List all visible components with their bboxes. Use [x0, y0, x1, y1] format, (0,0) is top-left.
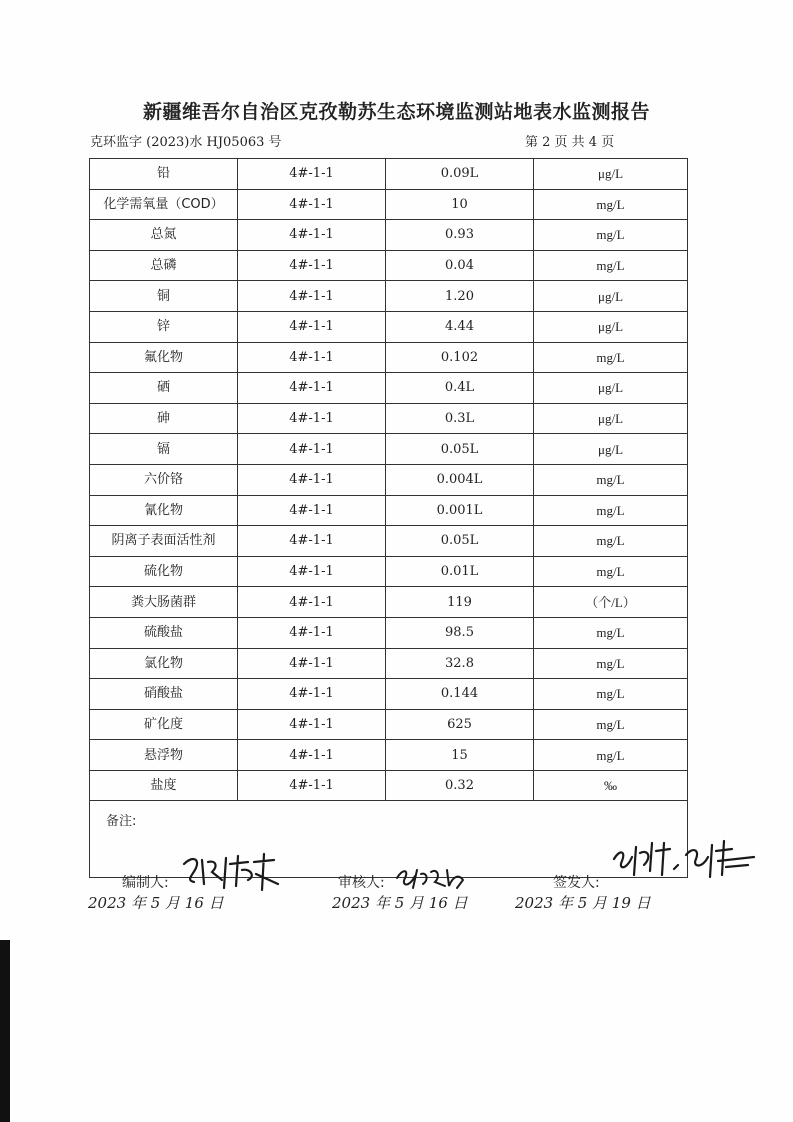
item-cell: 总氮 [90, 220, 238, 251]
document-number: 克环监字 (2023)水 HJ05063 号 [90, 135, 282, 150]
table-row [90, 679, 688, 710]
sample-id-cell: 4#-1-1 [238, 648, 386, 679]
table-row [90, 403, 688, 434]
table-row [90, 434, 688, 465]
table-row [90, 464, 688, 495]
value-cell: 625 [386, 709, 534, 740]
table-row [90, 709, 688, 740]
unit-cell: mg/L [534, 648, 688, 679]
value-cell: 0.144 [386, 679, 534, 710]
sample-id-cell: 4#-1-1 [238, 189, 386, 220]
item-cell: 砷 [90, 403, 238, 434]
item-cell: 铅 [90, 159, 238, 190]
unit-cell: mg/L [534, 189, 688, 220]
reviewer-label: 审核人: [338, 875, 385, 891]
table-row [90, 373, 688, 404]
sample-id-cell: 4#-1-1 [238, 403, 386, 434]
item-cell: 六价铬 [90, 464, 238, 495]
unit-cell: μg/L [534, 281, 688, 312]
sample-id-cell: 4#-1-1 [238, 740, 386, 771]
sample-id-cell: 4#-1-1 [238, 464, 386, 495]
item-cell: 阴离子表面活性剂 [90, 526, 238, 557]
report-title: 新疆维吾尔自治区克孜勒苏生态环境监测站地表水监测报告 [142, 101, 650, 123]
item-cell: 矿化度 [90, 709, 238, 740]
sample-id-cell: 4#-1-1 [238, 434, 386, 465]
table-row [90, 587, 688, 618]
table-row [90, 159, 688, 190]
unit-cell: mg/L [534, 679, 688, 710]
unit-cell: μg/L [534, 403, 688, 434]
item-cell: 悬浮物 [90, 740, 238, 771]
compiler-label: 编制人: [122, 875, 169, 891]
value-cell: 0.102 [386, 342, 534, 373]
unit-cell: mg/L [534, 526, 688, 557]
item-cell: 硒 [90, 373, 238, 404]
table-row [90, 342, 688, 373]
table-row [90, 770, 688, 801]
unit-cell: mg/L [534, 556, 688, 587]
value-cell: 119 [386, 587, 534, 618]
sample-id-cell: 4#-1-1 [238, 495, 386, 526]
table-row [90, 556, 688, 587]
table-row [90, 311, 688, 342]
value-cell: 4.44 [386, 311, 534, 342]
sample-id-cell: 4#-1-1 [238, 159, 386, 190]
value-cell: 0.004L [386, 464, 534, 495]
item-cell: 硫酸盐 [90, 617, 238, 648]
reviewer-signature [393, 862, 473, 892]
results-table [89, 158, 688, 878]
value-cell: 98.5 [386, 617, 534, 648]
value-cell: 0.05L [386, 434, 534, 465]
item-cell: 粪大肠菌群 [90, 587, 238, 618]
unit-cell: ‰ [534, 770, 688, 801]
unit-cell: （个/L） [534, 587, 688, 618]
sample-id-cell: 4#-1-1 [238, 526, 386, 557]
table-row [90, 740, 688, 771]
unit-cell: μg/L [534, 434, 688, 465]
item-cell: 锌 [90, 311, 238, 342]
compiler-signature [178, 850, 288, 894]
unit-cell: μg/L [534, 159, 688, 190]
sample-id-cell: 4#-1-1 [238, 373, 386, 404]
table-row [90, 281, 688, 312]
unit-cell: mg/L [534, 464, 688, 495]
unit-cell: mg/L [534, 740, 688, 771]
sample-id-cell: 4#-1-1 [238, 770, 386, 801]
value-cell: 0.01L [386, 556, 534, 587]
table-row [90, 189, 688, 220]
value-cell: 32.8 [386, 648, 534, 679]
remarks-label: 备注: [90, 801, 688, 878]
table-row [90, 526, 688, 557]
value-cell: 0.4L [386, 373, 534, 404]
sample-id-cell: 4#-1-1 [238, 709, 386, 740]
value-cell: 0.93 [386, 220, 534, 251]
issuer-label: 签发人: [553, 875, 600, 891]
item-cell: 硝酸盐 [90, 679, 238, 710]
item-cell: 镉 [90, 434, 238, 465]
item-cell: 氟化物 [90, 342, 238, 373]
reviewer-date: 2023 年 5 月 16 日 [332, 894, 468, 912]
scan-shadow-edge [0, 940, 10, 1122]
table-row [90, 617, 688, 648]
item-cell: 盐度 [90, 770, 238, 801]
value-cell: 0.3L [386, 403, 534, 434]
unit-cell: μg/L [534, 373, 688, 404]
value-cell: 10 [386, 189, 534, 220]
unit-cell: mg/L [534, 250, 688, 281]
sample-id-cell: 4#-1-1 [238, 679, 386, 710]
sample-id-cell: 4#-1-1 [238, 342, 386, 373]
item-cell: 铜 [90, 281, 238, 312]
value-cell: 0.09L [386, 159, 534, 190]
table-row [90, 220, 688, 251]
value-cell: 0.04 [386, 250, 534, 281]
unit-cell: mg/L [534, 617, 688, 648]
sample-id-cell: 4#-1-1 [238, 311, 386, 342]
item-cell: 氯化物 [90, 648, 238, 679]
unit-cell: mg/L [534, 220, 688, 251]
sample-id-cell: 4#-1-1 [238, 250, 386, 281]
issuer-date: 2023 年 5 月 19 日 [515, 894, 651, 912]
unit-cell: mg/L [534, 495, 688, 526]
item-cell: 总磷 [90, 250, 238, 281]
sample-id-cell: 4#-1-1 [238, 587, 386, 618]
sample-id-cell: 4#-1-1 [238, 556, 386, 587]
item-cell: 氰化物 [90, 495, 238, 526]
table-row [90, 648, 688, 679]
table-row [90, 250, 688, 281]
item-cell: 硫化物 [90, 556, 238, 587]
value-cell: 0.05L [386, 526, 534, 557]
unit-cell: mg/L [534, 342, 688, 373]
issuer-signature [608, 835, 758, 885]
unit-cell: mg/L [534, 709, 688, 740]
sample-id-cell: 4#-1-1 [238, 617, 386, 648]
sample-id-cell: 4#-1-1 [238, 220, 386, 251]
value-cell: 1.20 [386, 281, 534, 312]
item-cell: 化学需氧量（COD） [90, 189, 238, 220]
table-row [90, 495, 688, 526]
page-info: 第 2 页 共 4 页 [525, 135, 615, 150]
value-cell: 0.001L [386, 495, 534, 526]
compiler-date: 2023 年 5 月 16 日 [88, 894, 224, 912]
unit-cell: μg/L [534, 311, 688, 342]
value-cell: 0.32 [386, 770, 534, 801]
value-cell: 15 [386, 740, 534, 771]
sample-id-cell: 4#-1-1 [238, 281, 386, 312]
